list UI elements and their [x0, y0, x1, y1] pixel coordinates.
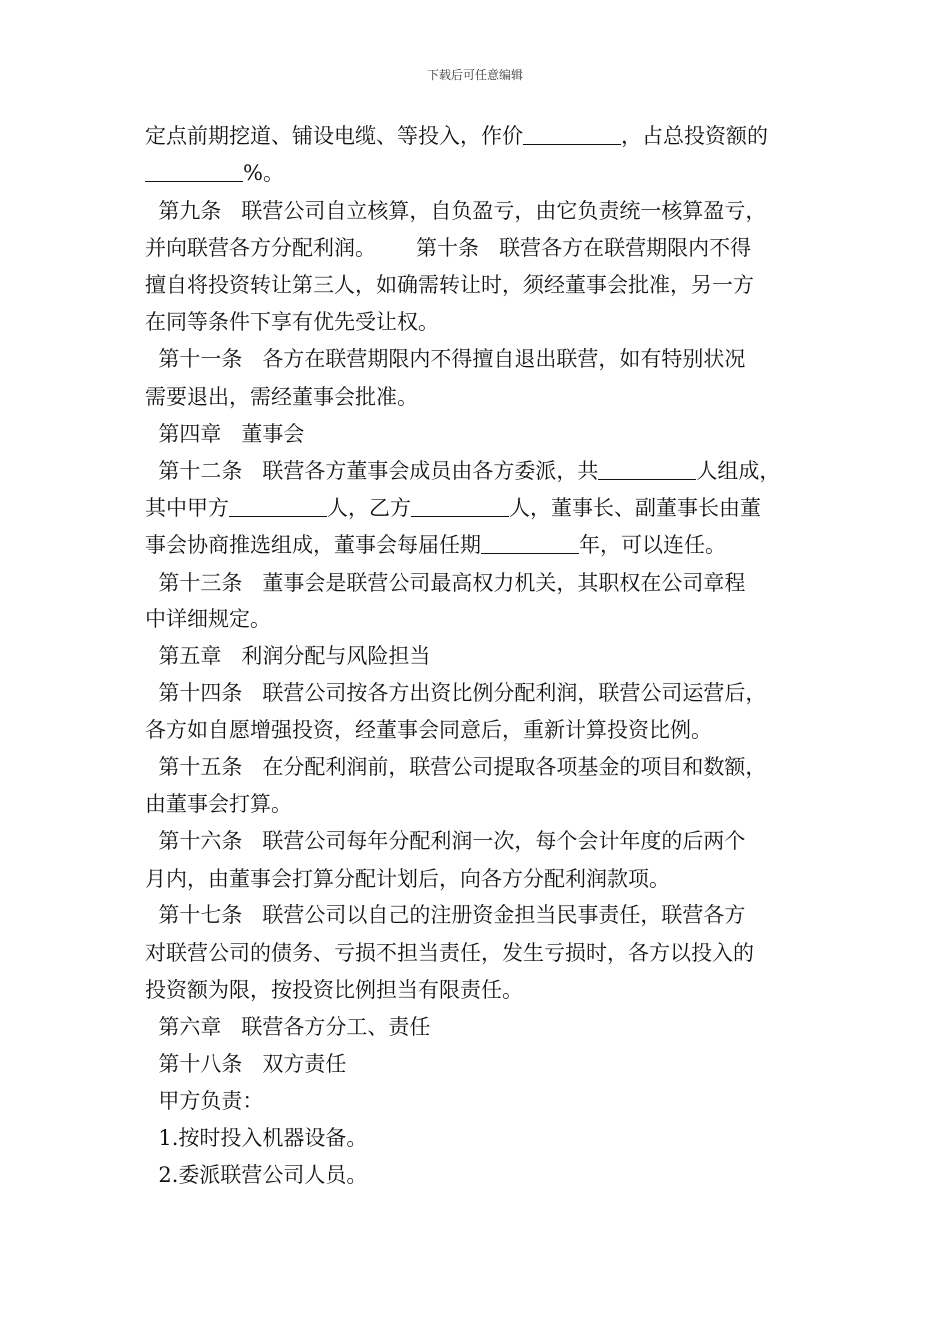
document-line — [145, 384, 418, 410]
line-text: 中详细规定。 — [145, 607, 271, 631]
document-line — [145, 977, 523, 1003]
line-text: 1.按时投入机器设备。 — [145, 1126, 368, 1150]
document-line — [145, 346, 745, 372]
line-text: ，占总投资额的 — [621, 124, 768, 148]
document-line — [145, 421, 304, 447]
document-line — [145, 160, 284, 186]
line-text: %。 — [243, 161, 284, 185]
document-line — [145, 791, 292, 817]
line-text: 由董事会打算。 — [145, 792, 292, 816]
document-line — [145, 1014, 430, 1040]
line-text: 第六章 联营各方分工、责任 — [145, 1015, 431, 1039]
line-text: 甲方负责： — [145, 1089, 264, 1113]
line-text: 各方如自愿增强投资，经董事会同意后，重新计算投资比例。 — [145, 718, 712, 742]
line-text: 事会协商推选组成，董事会每届任期 — [145, 533, 481, 557]
line-text: 对联营公司的债务、亏损不担当责任，发生亏损时，各方以投入的 — [145, 941, 754, 965]
document-line — [145, 532, 726, 558]
document-line — [145, 123, 768, 149]
document-line — [145, 570, 745, 596]
document-line — [145, 1162, 367, 1188]
document-line — [145, 272, 754, 298]
document-line — [145, 1088, 263, 1114]
document-line — [145, 643, 430, 669]
document-line — [145, 235, 751, 261]
fill-in-blank — [229, 495, 327, 517]
line-text: 第十一条 各方在联营期限内不得擅自退出联营，如有特别状况 — [145, 347, 746, 371]
line-text: 第十二条 联营各方董事会成员由各方委派，共 — [145, 459, 599, 483]
line-text: 定点前期挖道、铺设电缆、等投入，作价 — [145, 124, 523, 148]
document-line — [145, 717, 712, 743]
line-text: 年，可以连任。 — [579, 533, 726, 557]
fill-in-blank — [145, 160, 243, 182]
fill-in-blank — [411, 495, 509, 517]
document-line — [145, 1051, 346, 1077]
line-text: 在同等条件下享有优先受让权。 — [145, 310, 439, 334]
document-line — [145, 606, 271, 632]
document-line — [145, 828, 745, 854]
document-line — [145, 1125, 367, 1151]
line-text: 其中甲方 — [145, 496, 229, 520]
line-text: 2.委派联营公司人员。 — [145, 1163, 368, 1187]
document-line — [145, 680, 766, 706]
document-line — [145, 754, 766, 780]
line-text: 第五章 利润分配与风险担当 — [145, 644, 431, 668]
line-text: 需要退出，需经董事会批准。 — [145, 385, 418, 409]
line-text: 第十五条 在分配利润前，联营公司提取各项基金的项目和数额， — [145, 755, 767, 779]
line-text: 人组成， — [696, 459, 781, 483]
fill-in-blank — [523, 123, 621, 145]
document-line — [145, 866, 670, 892]
line-text: 第十六条 联营公司每年分配利润一次，每个会计年度的后两个 — [145, 829, 746, 853]
line-text: 并向联营各方分配利润。 第十条 联营各方在联营期限内不得 — [145, 236, 752, 260]
document-line — [145, 198, 766, 224]
line-text: 第十三条 董事会是联营公司最高权力机关，其职权在公司章程 — [145, 571, 746, 595]
line-text: 第九条 联营公司自立核算，自负盈亏，由它负责统一核算盈亏， — [145, 199, 767, 223]
fill-in-blank — [598, 458, 696, 480]
line-text: 投资额为限，按投资比例担当有限责任。 — [145, 978, 523, 1002]
document-line — [145, 495, 761, 521]
line-text: 第四章 董事会 — [145, 422, 305, 446]
line-text: 第十八条 双方责任 — [145, 1052, 347, 1076]
line-text: 擅自将投资转让第三人，如确需转让时，须经董事会批准，另一方 — [145, 273, 754, 297]
document-line — [145, 902, 745, 928]
line-text: 第十四条 联营公司按各方出资比例分配利润，联营公司运营后， — [145, 681, 767, 705]
line-text: 人，乙方 — [327, 496, 411, 520]
document-line — [145, 309, 439, 335]
page-header-note: 下载后可任意编辑 — [426, 68, 523, 82]
line-text: 人，董事长、副董事长由董 — [509, 496, 761, 520]
line-text: 第十七条 联营公司以自己的注册资金担当民事责任，联营各方 — [145, 903, 746, 927]
line-text: 月内，由董事会打算分配计划后，向各方分配利润款项。 — [145, 867, 670, 891]
document-line — [145, 940, 754, 966]
document-line — [145, 458, 780, 484]
fill-in-blank — [481, 532, 579, 554]
